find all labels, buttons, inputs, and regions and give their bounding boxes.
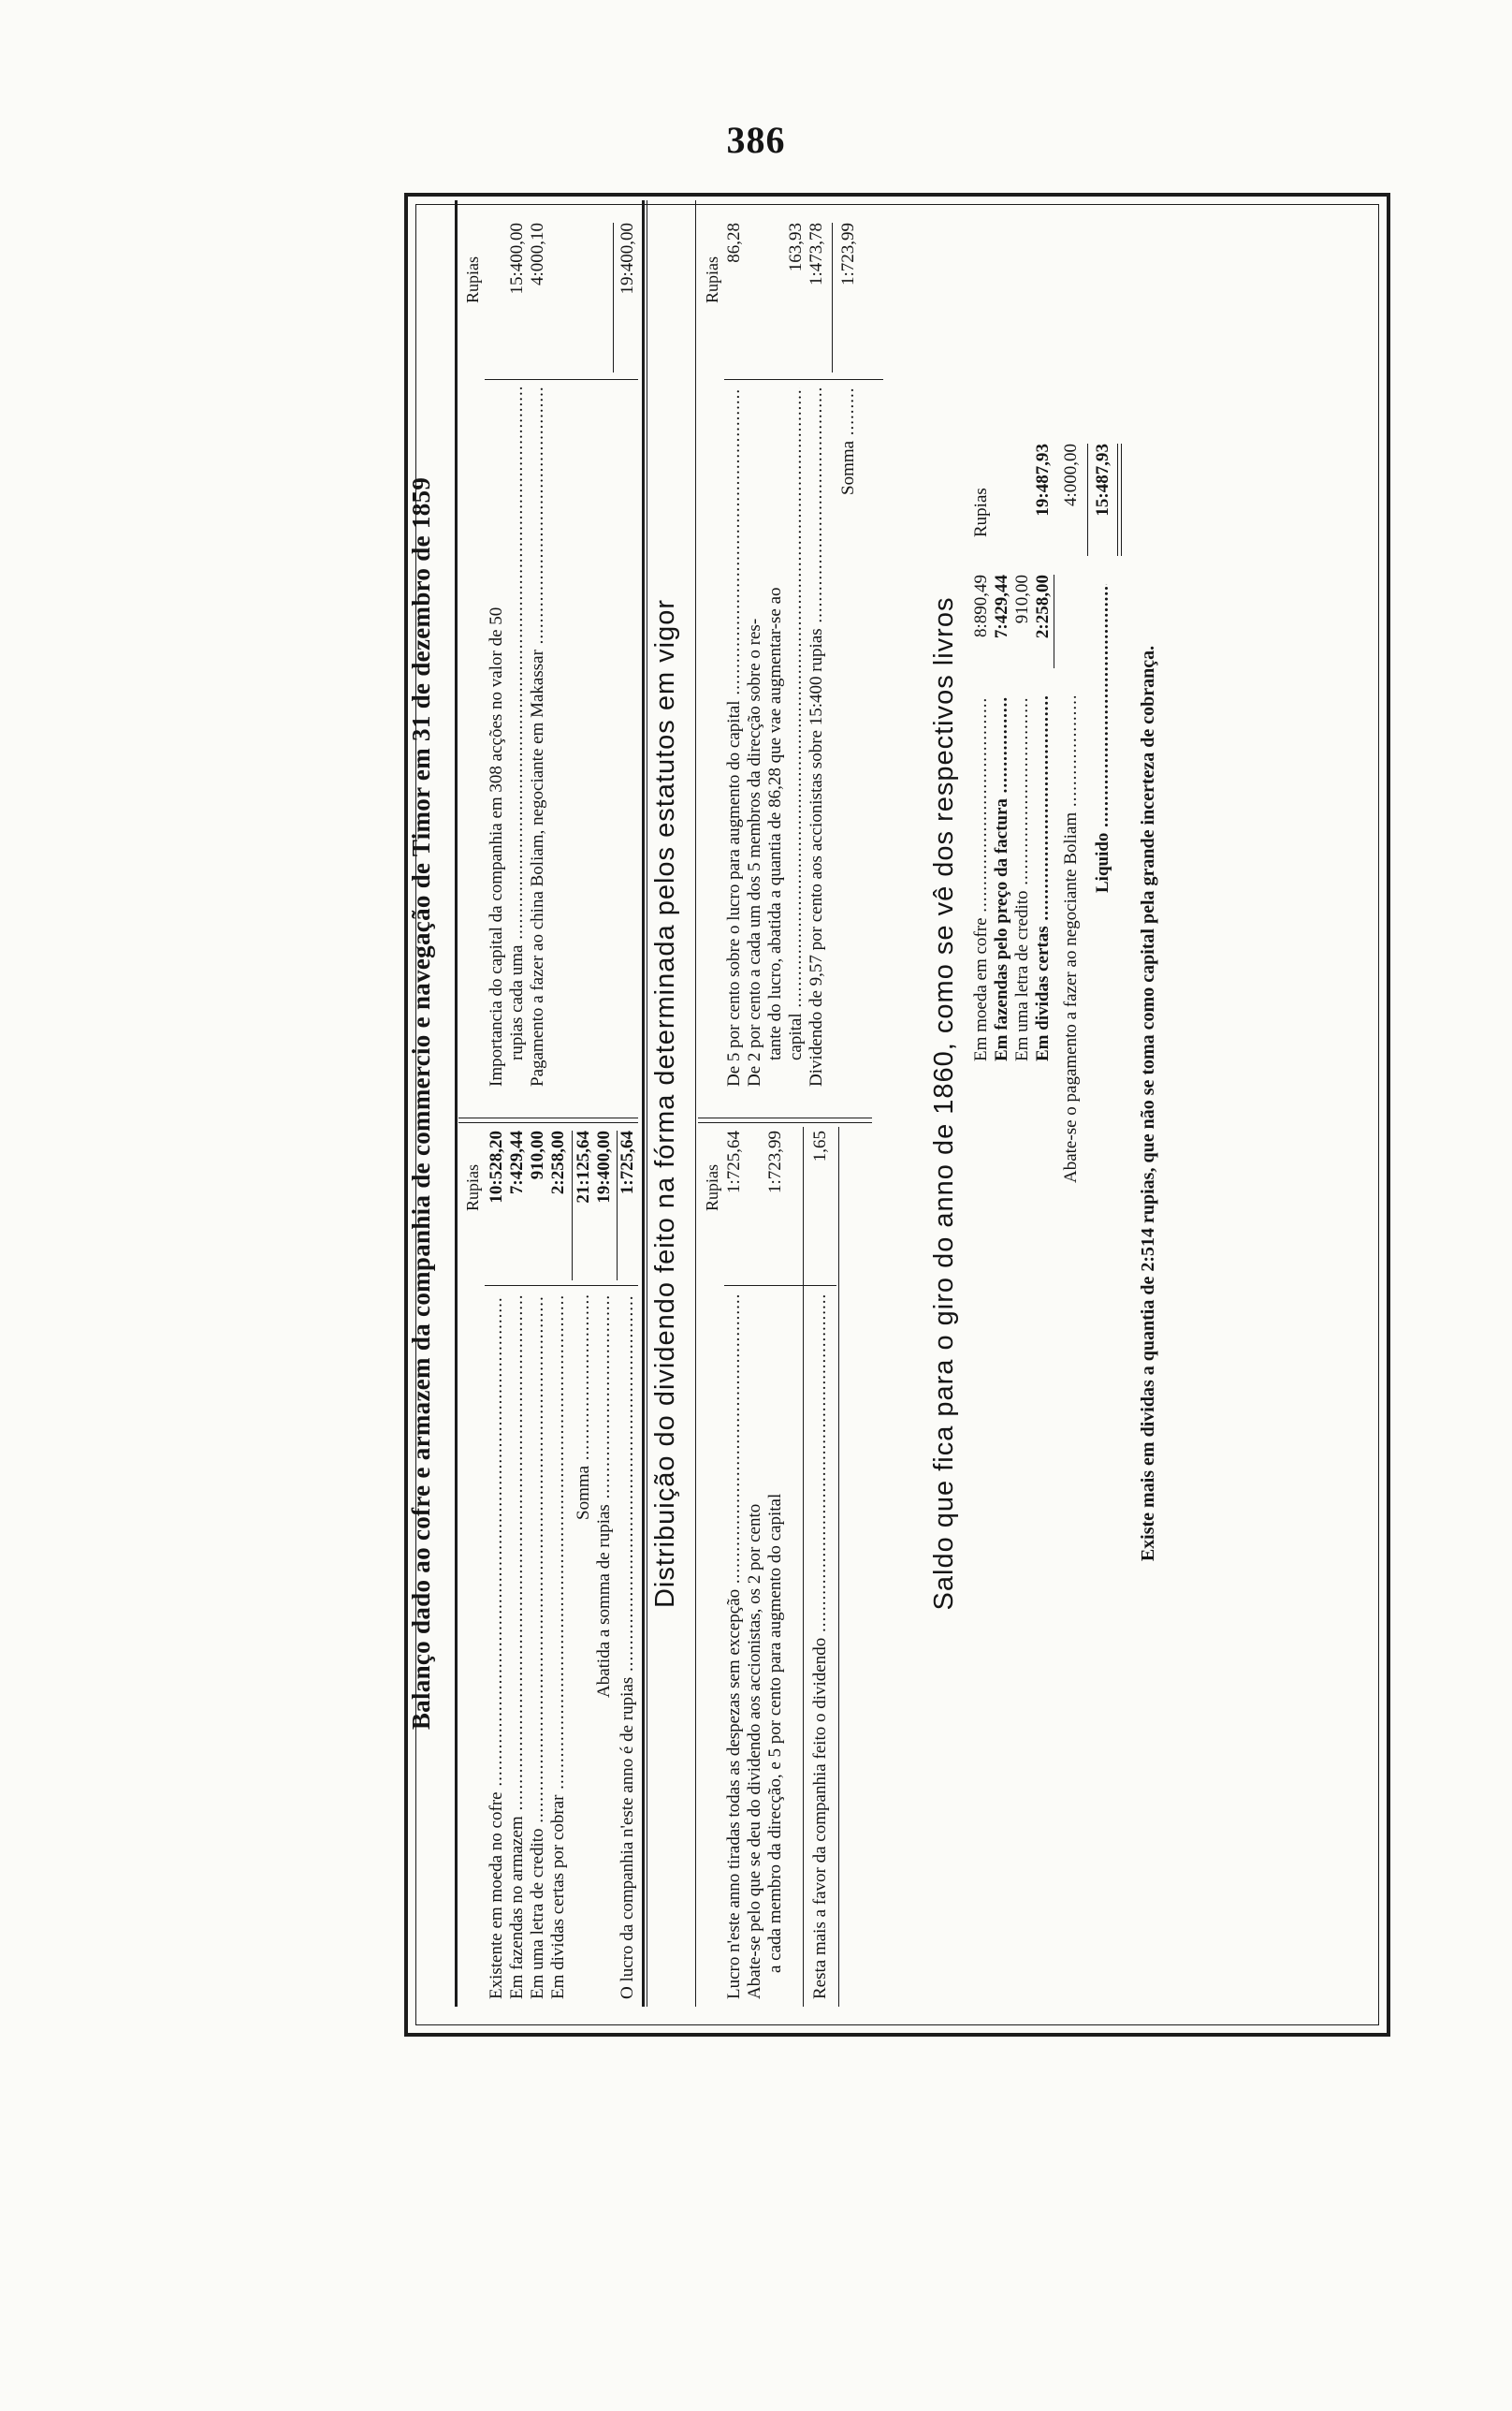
sum-line: [572, 1131, 573, 1280]
distribution-label: Abate-se pelo que se deu do dividendo aos accionistas, os 2 por cento: [745, 1503, 764, 1999]
saldo-subtotal: 19:487,93: [1033, 444, 1053, 517]
table-frame: [404, 193, 1390, 2037]
balance-row: [528, 1127, 548, 2007]
balance-label: Existente em moeda no cofre .....: [487, 1295, 507, 1999]
balance-value: 4:000,10: [528, 223, 547, 286]
abate-label: Abate-se o pagamento a fazer ao negociante Boliam .....: [1061, 696, 1082, 1183]
rupias-header: Rupias: [463, 256, 482, 304]
saldo-header-label: Rupias: [971, 488, 991, 537]
row-rule: [803, 1127, 804, 2007]
distribution-label: tante do lucro, abatida a quantia de 86,28 que vae augmentar-se ao: [765, 587, 785, 1060]
value-divider: [485, 1285, 638, 1286]
balance-row: [507, 1127, 528, 2007]
balance-value: 2:258,00: [548, 1131, 568, 1195]
balance-label: Importancia do capital da companhia em 308 acções no valor de 50: [487, 606, 506, 1087]
abatida-value: 19:400,00: [594, 1131, 614, 1204]
abatida-label: Abatida a somma de rupias .....: [594, 1295, 615, 1698]
value-divider: [724, 1285, 836, 1286]
saldo-value: 910,00: [1012, 575, 1032, 624]
somma-label: Somma .....: [838, 387, 859, 495]
abatida-row: [594, 1127, 615, 2007]
saldo-title: Saldo que fica para o giro do anno de 1860, como se vê dos respectivos livros: [929, 596, 959, 1611]
sum-line: [1087, 444, 1088, 556]
right-total-row: [618, 219, 638, 1094]
resta-label: Resta mais a favor da companhia feito o dividendo .....: [810, 1295, 831, 1999]
somma-row: [574, 1127, 594, 2007]
saldo-row: [971, 444, 992, 1061]
distribution-label: Lucro n'este anno tiradas todas as despezas sem excepção .....: [724, 1295, 745, 1999]
footnote: Existe mais em dividas a quantia de 2:514 rupias, que não se toma como capital pela grande incerteza de cobrança.: [1138, 645, 1158, 1562]
balance-label: Pagamento a fazer ao china Boliam, negociante em Makassar .....: [528, 387, 548, 1087]
right-total-value: 19:400,00: [618, 223, 637, 295]
balance-label: Em dividas certas por cobrar .....: [548, 1295, 569, 1999]
distribution-label: Dividendo de 9,57 por cento aos accionistas sobre 15:400 rupias .....: [807, 387, 827, 1087]
lucro-row: [618, 1127, 638, 2007]
sum-line: [613, 223, 614, 373]
saldo-value: 7:429,44: [992, 575, 1011, 639]
saldo-row: [1033, 444, 1054, 1061]
section-rule: [642, 200, 645, 2007]
column-divider: [458, 1118, 638, 1123]
rupias-header: Rupias: [463, 1164, 482, 1212]
distribution-row: [745, 219, 765, 1094]
distribution-label: capital .....: [786, 387, 807, 1060]
saldo-label: Em uma letra de credito .....: [1012, 696, 1033, 1061]
distribution-row: [724, 219, 745, 1094]
row-rule: [838, 1127, 839, 2007]
distribution-label: De 2 por cento a cada um dos 5 membros da direcção sobre o res-: [745, 618, 764, 1087]
distribution-row: [745, 1127, 765, 2007]
distribution-value: 1:725,64: [724, 1131, 744, 1194]
balance-label: Em uma letra de credito .....: [528, 1295, 548, 1999]
saldo-label: Em fazendas pelo preço da factura .....: [992, 696, 1012, 1061]
distribution-label: a cada membro da direcção, e 5 por cento para augmento do capital: [765, 1493, 785, 1973]
distribution-left: [698, 1127, 872, 2007]
section-rule: [695, 200, 696, 2007]
balance-value: 910,00: [528, 1131, 547, 1180]
distribution-row: [786, 219, 807, 1094]
balance-row: [548, 1127, 569, 2007]
balance-title: Balanço dado ao cofre e armazem da companhia de commercio e navegação de Timor em 31 de dezembro de 1859: [407, 476, 435, 1731]
liquido-row: [1093, 444, 1113, 893]
somma-value: 21:125,64: [574, 1131, 593, 1204]
rotated-table: [407, 200, 1366, 2007]
distribution-row: [724, 1127, 745, 2007]
distribution-row: [807, 219, 827, 1094]
distribution-label: De 5 por cento sobre o lucro para augmento do capital .....: [724, 387, 745, 1087]
sum-line: [1117, 444, 1118, 556]
balance-left: [458, 1127, 638, 2007]
somma-label: Somma .....: [574, 1295, 594, 1520]
rupias-header: Rupias: [703, 1164, 721, 1212]
resta-row: [810, 1127, 831, 2007]
lucro-label: O lucro da companhia n'este anno é de rupias .....: [618, 1295, 638, 1999]
distribution-row: [765, 219, 786, 1094]
somma-value: 1:723,99: [838, 223, 858, 286]
sum-line: [1121, 444, 1122, 556]
balance-label: rupias cada uma .....: [507, 387, 528, 1060]
abate-row: [1061, 444, 1082, 1183]
distribution-title: Distribuição do dividendo feito na fórma determinada pelos estatutos em vigor: [650, 598, 680, 1609]
distribution-value: 86,28: [724, 223, 744, 263]
balance-label: Em fazendas no armazem .....: [507, 1295, 528, 1999]
abate-value: 4:000,00: [1061, 444, 1081, 507]
distribution-value: 1:473,78: [807, 223, 826, 286]
balance-value: 15:400,00: [507, 223, 527, 295]
balance-right: [458, 219, 638, 1094]
column-divider: [698, 1118, 872, 1123]
balance-row: [487, 219, 507, 1094]
saldo-label: Em dividas certas .....: [1033, 696, 1054, 1061]
distribution-value: 163,93: [786, 223, 806, 272]
distribution-value: 1:723,99: [765, 1131, 785, 1194]
saldo-row: [1012, 444, 1033, 1061]
sum-line: [832, 223, 833, 373]
balance-row: [487, 1127, 507, 2007]
somma-row: [838, 219, 859, 1094]
liquido-value: 15:487,93: [1093, 444, 1112, 517]
rupias-header: Rupias: [703, 256, 721, 304]
title-rule: [455, 200, 458, 2007]
saldo-row: [992, 444, 1012, 1061]
liquido-label: Liquido .....: [1093, 584, 1113, 893]
balance-value: 10:528,20: [487, 1131, 506, 1204]
page-number: 386: [726, 119, 786, 161]
balance-row: [507, 219, 528, 1094]
balance-value: 7:429,44: [507, 1131, 527, 1195]
resta-value: 1,65: [810, 1131, 830, 1162]
distribution-right: [698, 219, 885, 1094]
saldo-label: Em moeda em cofre .....: [971, 696, 992, 1061]
distribution-row: [765, 1127, 786, 2007]
balance-row: [528, 219, 548, 1094]
saldo-value: 2:258,00: [1033, 575, 1053, 639]
saldo-value: 8:890,49: [971, 575, 991, 638]
lucro-value: 1:725,64: [618, 1131, 637, 1195]
